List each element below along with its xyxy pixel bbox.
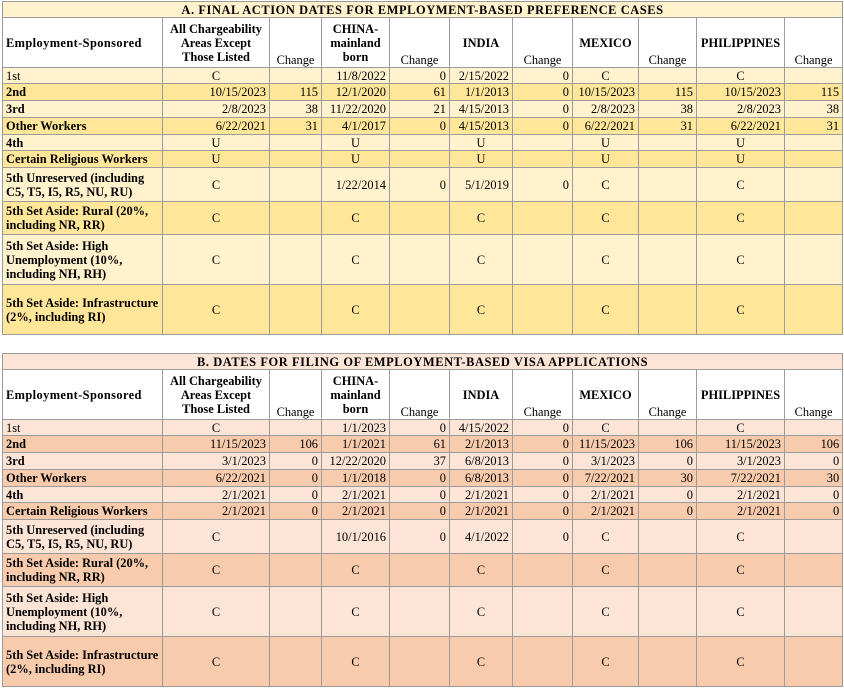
change-philippines: 115 xyxy=(785,84,843,101)
row-category: 5th Unreserved (including C5, T5, I5, R5, NU, RU) xyxy=(3,520,163,554)
change-china xyxy=(390,285,450,335)
change-india xyxy=(513,285,573,335)
value-all-areas: 2/1/2021 xyxy=(163,503,270,520)
filing-date-row xyxy=(3,503,843,520)
value-all-areas: 6/22/2021 xyxy=(163,118,270,135)
row-category: Other Workers xyxy=(3,470,163,487)
value-philippines: C xyxy=(697,554,785,587)
header-change: Change xyxy=(390,370,450,420)
change-philippines xyxy=(785,587,843,637)
header-employment-sponsored: Employment-Sponsored xyxy=(3,18,163,68)
filing-date-row xyxy=(3,554,843,587)
value-philippines: C xyxy=(697,168,785,202)
value-china: 11/8/2022 xyxy=(322,68,390,84)
change-philippines: 0 xyxy=(785,453,843,470)
change-india: 0 xyxy=(513,84,573,101)
value-india: 5/1/2019 xyxy=(450,168,513,202)
change-philippines xyxy=(785,168,843,202)
change-india: 0 xyxy=(513,101,573,118)
value-china: U xyxy=(322,151,390,168)
change-philippines: 0 xyxy=(785,503,843,520)
value-china: 1/22/2014 xyxy=(322,168,390,202)
value-philippines: C xyxy=(697,285,785,335)
change-mexico: 0 xyxy=(639,487,697,503)
value-india: 2/1/2013 xyxy=(450,436,513,453)
value-china: C xyxy=(322,285,390,335)
row-category: 5th Unreserved (including C5, T5, I5, R5, NU, RU) xyxy=(3,168,163,202)
change-china: 61 xyxy=(390,436,450,453)
final-action-dates-table xyxy=(2,1,843,335)
value-india: C xyxy=(450,235,513,285)
change-all-areas xyxy=(270,420,322,436)
value-philippines: C xyxy=(697,68,785,84)
header-mexico: MEXICO xyxy=(573,370,639,420)
value-mexico: C xyxy=(573,587,639,637)
change-all-areas xyxy=(270,168,322,202)
change-all-areas xyxy=(270,554,322,587)
value-mexico: C xyxy=(573,554,639,587)
change-china: 0 xyxy=(390,420,450,436)
header-all-chargeability: All Chargeability Areas Except Those Listed xyxy=(163,18,270,68)
value-mexico: 10/15/2023 xyxy=(573,84,639,101)
row-category: 5th Set Aside: Infrastructure (2%, including RI) xyxy=(3,285,163,335)
change-all-areas xyxy=(270,587,322,637)
value-india: 4/1/2022 xyxy=(450,520,513,554)
row-category: Certain Religious Workers xyxy=(3,503,163,520)
header-change: Change xyxy=(639,370,697,420)
change-india xyxy=(513,587,573,637)
final-action-row xyxy=(3,151,843,168)
change-mexico xyxy=(639,151,697,168)
change-india: 0 xyxy=(513,487,573,503)
value-all-areas: C xyxy=(163,637,270,687)
value-india: U xyxy=(450,151,513,168)
filing-date-row xyxy=(3,470,843,487)
value-mexico: 7/22/2021 xyxy=(573,470,639,487)
change-china: 0 xyxy=(390,68,450,84)
value-india: C xyxy=(450,202,513,235)
value-china: 1/1/2023 xyxy=(322,420,390,436)
row-category: 5th Set Aside: Rural (20%, including NR, RR) xyxy=(3,202,163,235)
final-action-row xyxy=(3,118,843,135)
change-philippines xyxy=(785,520,843,554)
value-mexico: 11/15/2023 xyxy=(573,436,639,453)
header-china: CHINA-mainland born xyxy=(322,18,390,68)
final-action-row xyxy=(3,101,843,118)
filing-date-row xyxy=(3,436,843,453)
change-mexico: 0 xyxy=(639,453,697,470)
value-mexico: C xyxy=(573,637,639,687)
final-action-row xyxy=(3,84,843,101)
change-china xyxy=(390,587,450,637)
change-philippines xyxy=(785,151,843,168)
value-philippines: C xyxy=(697,520,785,554)
change-india xyxy=(513,202,573,235)
change-mexico xyxy=(639,637,697,687)
change-china xyxy=(390,151,450,168)
value-china: C xyxy=(322,637,390,687)
header-change: Change xyxy=(270,370,322,420)
value-india: U xyxy=(450,135,513,151)
filing-date-row xyxy=(3,420,843,436)
change-all-areas xyxy=(270,637,322,687)
value-india: 4/15/2013 xyxy=(450,118,513,135)
value-all-areas: C xyxy=(163,285,270,335)
row-category: 2nd xyxy=(3,84,163,101)
value-china: C xyxy=(322,202,390,235)
value-philippines: U xyxy=(697,151,785,168)
change-philippines: 106 xyxy=(785,436,843,453)
change-mexico: 0 xyxy=(639,503,697,520)
row-category: Other Workers xyxy=(3,118,163,135)
change-all-areas xyxy=(270,151,322,168)
row-category: 4th xyxy=(3,135,163,151)
value-all-areas: U xyxy=(163,151,270,168)
value-mexico: 3/1/2023 xyxy=(573,453,639,470)
value-china: C xyxy=(322,554,390,587)
change-philippines xyxy=(785,135,843,151)
value-india: 2/15/2022 xyxy=(450,68,513,84)
value-china: 12/22/2020 xyxy=(322,453,390,470)
header-philippines: PHILIPPINES xyxy=(697,18,785,68)
change-philippines: 30 xyxy=(785,470,843,487)
change-all-areas xyxy=(270,520,322,554)
change-china: 0 xyxy=(390,470,450,487)
change-philippines xyxy=(785,235,843,285)
value-philippines: 2/1/2021 xyxy=(697,503,785,520)
change-all-areas: 31 xyxy=(270,118,322,135)
value-all-areas: C xyxy=(163,168,270,202)
value-all-areas: U xyxy=(163,135,270,151)
value-china: 2/1/2021 xyxy=(322,487,390,503)
row-category: 5th Set Aside: Rural (20%, including NR, RR) xyxy=(3,554,163,587)
filing-date-row xyxy=(3,637,843,687)
change-philippines xyxy=(785,202,843,235)
final-action-row xyxy=(3,68,843,84)
value-mexico: C xyxy=(573,235,639,285)
value-china: 1/1/2021 xyxy=(322,436,390,453)
value-mexico: U xyxy=(573,135,639,151)
change-all-areas xyxy=(270,135,322,151)
filing-date-row xyxy=(3,487,843,503)
value-all-areas: 2/1/2021 xyxy=(163,487,270,503)
value-china: U xyxy=(322,135,390,151)
change-india xyxy=(513,135,573,151)
change-philippines: 0 xyxy=(785,487,843,503)
value-all-areas: 11/15/2023 xyxy=(163,436,270,453)
change-india: 0 xyxy=(513,503,573,520)
header-india: INDIA xyxy=(450,18,513,68)
value-india: C xyxy=(450,587,513,637)
final-action-row xyxy=(3,135,843,151)
header-mexico: MEXICO xyxy=(573,18,639,68)
row-category: 3rd xyxy=(3,101,163,118)
final-action-row xyxy=(3,285,843,335)
change-all-areas: 0 xyxy=(270,470,322,487)
change-all-areas xyxy=(270,285,322,335)
value-philippines: 2/1/2021 xyxy=(697,487,785,503)
final-action-row xyxy=(3,235,843,285)
change-india: 0 xyxy=(513,118,573,135)
value-india: C xyxy=(450,285,513,335)
value-philippines: C xyxy=(697,202,785,235)
change-china: 37 xyxy=(390,453,450,470)
value-india: 4/15/2013 xyxy=(450,101,513,118)
change-india: 0 xyxy=(513,520,573,554)
value-china: 4/1/2017 xyxy=(322,118,390,135)
value-all-areas: 6/22/2021 xyxy=(163,470,270,487)
value-china: 1/1/2018 xyxy=(322,470,390,487)
value-philippines: U xyxy=(697,135,785,151)
value-philippines: 11/15/2023 xyxy=(697,436,785,453)
value-all-areas: C xyxy=(163,68,270,84)
change-china xyxy=(390,554,450,587)
value-all-areas: 3/1/2023 xyxy=(163,453,270,470)
change-mexico xyxy=(639,202,697,235)
change-all-areas xyxy=(270,202,322,235)
value-all-areas: C xyxy=(163,420,270,436)
change-mexico xyxy=(639,554,697,587)
header-all-chargeability: All Chargeability Areas Except Those Listed xyxy=(163,370,270,420)
value-india: 6/8/2013 xyxy=(450,470,513,487)
value-philippines: C xyxy=(697,587,785,637)
change-mexico xyxy=(639,168,697,202)
value-mexico: C xyxy=(573,520,639,554)
change-all-areas: 115 xyxy=(270,84,322,101)
row-category: 5th Set Aside: Infrastructure (2%, including RI) xyxy=(3,637,163,687)
value-mexico: U xyxy=(573,151,639,168)
final-action-row xyxy=(3,168,843,202)
row-category: 3rd xyxy=(3,453,163,470)
change-india xyxy=(513,554,573,587)
row-category: Certain Religious Workers xyxy=(3,151,163,168)
change-china xyxy=(390,637,450,687)
change-china: 0 xyxy=(390,520,450,554)
change-mexico xyxy=(639,135,697,151)
change-india xyxy=(513,151,573,168)
change-india xyxy=(513,637,573,687)
value-india: 4/15/2022 xyxy=(450,420,513,436)
row-category: 5th Set Aside: High Unemployment (10%, including NH, RH) xyxy=(3,235,163,285)
header-change: Change xyxy=(513,370,573,420)
change-mexico: 38 xyxy=(639,101,697,118)
change-china xyxy=(390,135,450,151)
change-philippines xyxy=(785,554,843,587)
filing-date-row xyxy=(3,453,843,470)
change-india xyxy=(513,235,573,285)
value-philippines: C xyxy=(697,235,785,285)
change-india: 0 xyxy=(513,453,573,470)
value-india: 1/1/2013 xyxy=(450,84,513,101)
value-mexico: C xyxy=(573,68,639,84)
value-mexico: C xyxy=(573,168,639,202)
change-all-areas: 0 xyxy=(270,487,322,503)
final-action-row xyxy=(3,202,843,235)
value-china: C xyxy=(322,235,390,285)
change-china xyxy=(390,202,450,235)
change-mexico xyxy=(639,285,697,335)
header-change: Change xyxy=(513,18,573,68)
value-all-areas: C xyxy=(163,202,270,235)
value-china: 2/1/2021 xyxy=(322,503,390,520)
header-change: Change xyxy=(785,18,843,68)
filing-date-row xyxy=(3,520,843,554)
change-all-areas xyxy=(270,68,322,84)
change-india: 0 xyxy=(513,436,573,453)
change-mexico xyxy=(639,520,697,554)
change-china xyxy=(390,235,450,285)
change-china: 21 xyxy=(390,101,450,118)
filing-date-row xyxy=(3,587,843,637)
change-india: 0 xyxy=(513,470,573,487)
value-china: 12/1/2020 xyxy=(322,84,390,101)
value-mexico: 2/1/2021 xyxy=(573,503,639,520)
row-category: 5th Set Aside: High Unemployment (10%, including NH, RH) xyxy=(3,587,163,637)
value-philippines: 10/15/2023 xyxy=(697,84,785,101)
value-philippines: C xyxy=(697,420,785,436)
header-change: Change xyxy=(270,18,322,68)
change-china: 61 xyxy=(390,84,450,101)
change-india: 0 xyxy=(513,168,573,202)
value-india: C xyxy=(450,637,513,687)
value-china: 10/1/2016 xyxy=(322,520,390,554)
value-mexico: 6/22/2021 xyxy=(573,118,639,135)
row-category: 1st xyxy=(3,420,163,436)
change-mexico: 115 xyxy=(639,84,697,101)
change-china: 0 xyxy=(390,168,450,202)
change-mexico: 31 xyxy=(639,118,697,135)
header-china: CHINA-mainland born xyxy=(322,370,390,420)
header-philippines: PHILIPPINES xyxy=(697,370,785,420)
value-philippines: 3/1/2023 xyxy=(697,453,785,470)
value-philippines: 2/8/2023 xyxy=(697,101,785,118)
value-mexico: C xyxy=(573,202,639,235)
row-category: 1st xyxy=(3,68,163,84)
value-china: C xyxy=(322,587,390,637)
value-philippines: 6/22/2021 xyxy=(697,118,785,135)
value-all-areas: C xyxy=(163,587,270,637)
change-philippines xyxy=(785,285,843,335)
value-mexico: 2/1/2021 xyxy=(573,487,639,503)
value-all-areas: C xyxy=(163,520,270,554)
value-india: C xyxy=(450,554,513,587)
change-china: 0 xyxy=(390,487,450,503)
change-china: 0 xyxy=(390,118,450,135)
dates-for-filing-table xyxy=(2,353,843,687)
value-all-areas: C xyxy=(163,235,270,285)
header-employment-sponsored: Employment-Sponsored xyxy=(3,370,163,420)
change-philippines xyxy=(785,68,843,84)
value-china: 11/22/2020 xyxy=(322,101,390,118)
row-category: 4th xyxy=(3,487,163,503)
value-mexico: C xyxy=(573,285,639,335)
value-all-areas: 10/15/2023 xyxy=(163,84,270,101)
change-mexico xyxy=(639,68,697,84)
value-india: 2/1/2021 xyxy=(450,503,513,520)
change-all-areas: 38 xyxy=(270,101,322,118)
change-mexico xyxy=(639,587,697,637)
section-a-title: A. FINAL ACTION DATES FOR EMPLOYMENT-BASED PREFERENCE CASES xyxy=(3,2,843,18)
row-category: 2nd xyxy=(3,436,163,453)
change-all-areas: 0 xyxy=(270,453,322,470)
change-mexico: 30 xyxy=(639,470,697,487)
change-india: 0 xyxy=(513,420,573,436)
header-india: INDIA xyxy=(450,370,513,420)
value-mexico: C xyxy=(573,420,639,436)
change-mexico: 106 xyxy=(639,436,697,453)
change-philippines: 38 xyxy=(785,101,843,118)
value-mexico: 2/8/2023 xyxy=(573,101,639,118)
change-all-areas: 106 xyxy=(270,436,322,453)
change-philippines: 31 xyxy=(785,118,843,135)
change-india: 0 xyxy=(513,68,573,84)
value-all-areas: C xyxy=(163,554,270,587)
change-philippines xyxy=(785,637,843,687)
value-india: 2/1/2021 xyxy=(450,487,513,503)
value-philippines: 7/22/2021 xyxy=(697,470,785,487)
change-mexico xyxy=(639,235,697,285)
value-philippines: C xyxy=(697,637,785,687)
change-all-areas xyxy=(270,235,322,285)
section-b-title: B. DATES FOR FILING OF EMPLOYMENT-BASED VISA APPLICATIONS xyxy=(3,354,843,370)
value-india: 6/8/2013 xyxy=(450,453,513,470)
change-china: 0 xyxy=(390,503,450,520)
header-change: Change xyxy=(390,18,450,68)
header-change: Change xyxy=(639,18,697,68)
change-all-areas: 0 xyxy=(270,503,322,520)
change-philippines xyxy=(785,420,843,436)
header-change: Change xyxy=(785,370,843,420)
value-all-areas: 2/8/2023 xyxy=(163,101,270,118)
change-mexico xyxy=(639,420,697,436)
